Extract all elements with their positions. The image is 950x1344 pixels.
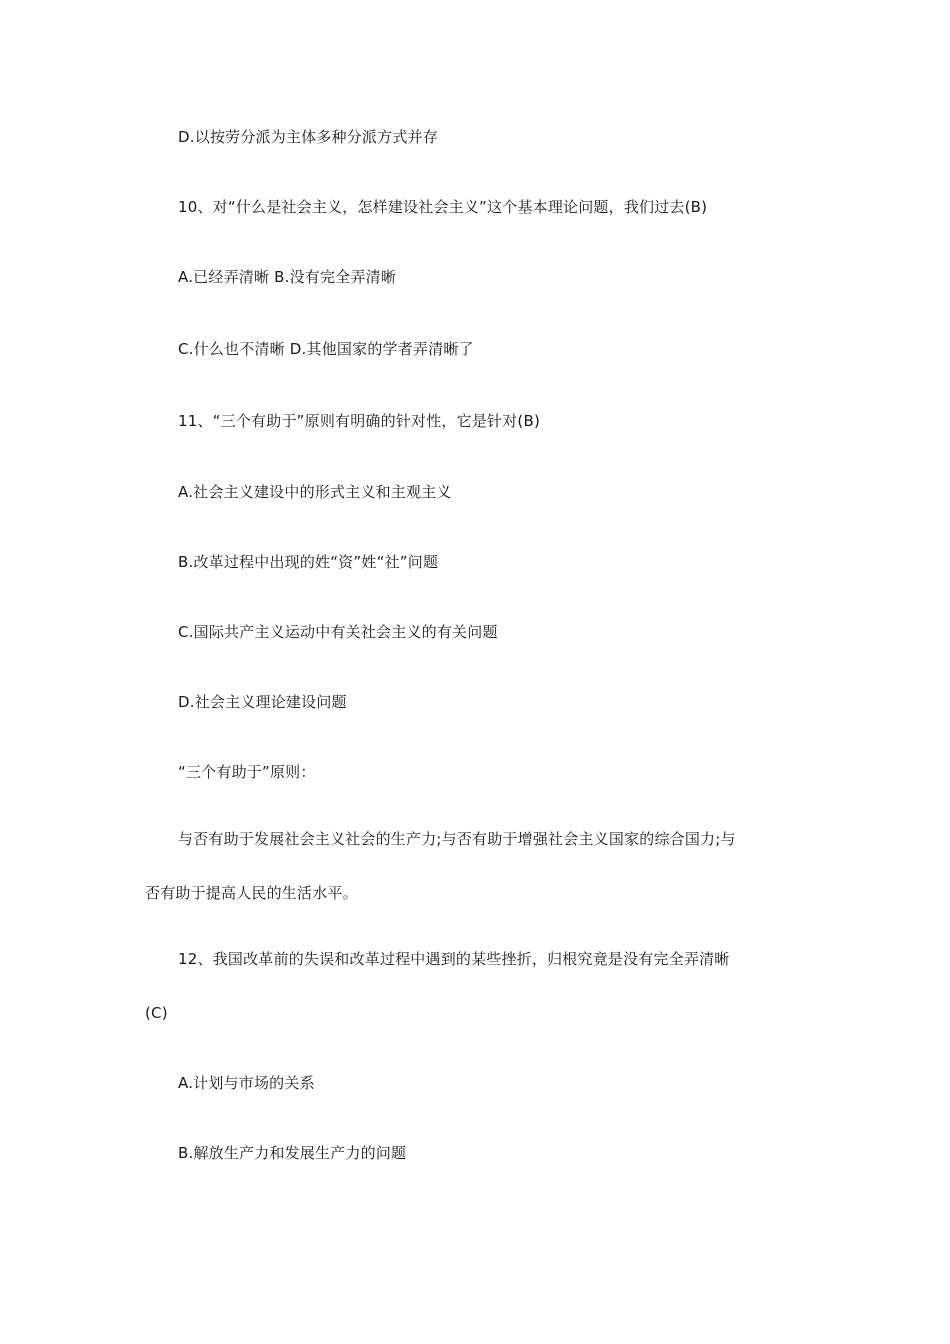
- option-12b: B.解放生产力和发展生产力的问题: [178, 1144, 407, 1162]
- question-12-answer: (C): [145, 1004, 168, 1022]
- principle-text-line-1: 与否有助于发展社会主义社会的生产力;与否有助于增强社会主义国家的综合国力;与: [178, 830, 736, 848]
- question-11: 11、“三个有助于”原则有明确的针对性，它是针对(B): [178, 412, 541, 430]
- options-10-cd: C.什么也不清晰 D.其他国家的学者弄清晰了: [178, 340, 474, 358]
- option-11c: C.国际共产主义运动中有关社会主义的有关问题: [178, 623, 498, 641]
- options-10-ab: A.已经弄清晰 B.没有完全弄清晰: [178, 268, 396, 286]
- question-10: 10、对“什么是社会主义，怎样建设社会主义”这个基本理论问题，我们过去(B): [178, 198, 708, 216]
- principle-heading: “三个有助于”原则：: [178, 763, 316, 781]
- question-12: 12、我国改革前的失误和改革过程中遇到的某些挫折，归根究竟是没有完全弄清晰: [178, 950, 730, 968]
- option-11a: A.社会主义建设中的形式主义和主观主义: [178, 483, 452, 501]
- option-12a: A.计划与市场的关系: [178, 1074, 315, 1092]
- option-11d: D.社会主义理论建设问题: [178, 693, 347, 711]
- option-9d: D.以按劳分派为主体多种分派方式并存: [178, 128, 438, 146]
- option-11b: B.改革过程中出现的姓“资”姓“社”问题: [178, 553, 439, 571]
- principle-text-line-2: 否有助于提高人民的生活水平。: [145, 884, 358, 902]
